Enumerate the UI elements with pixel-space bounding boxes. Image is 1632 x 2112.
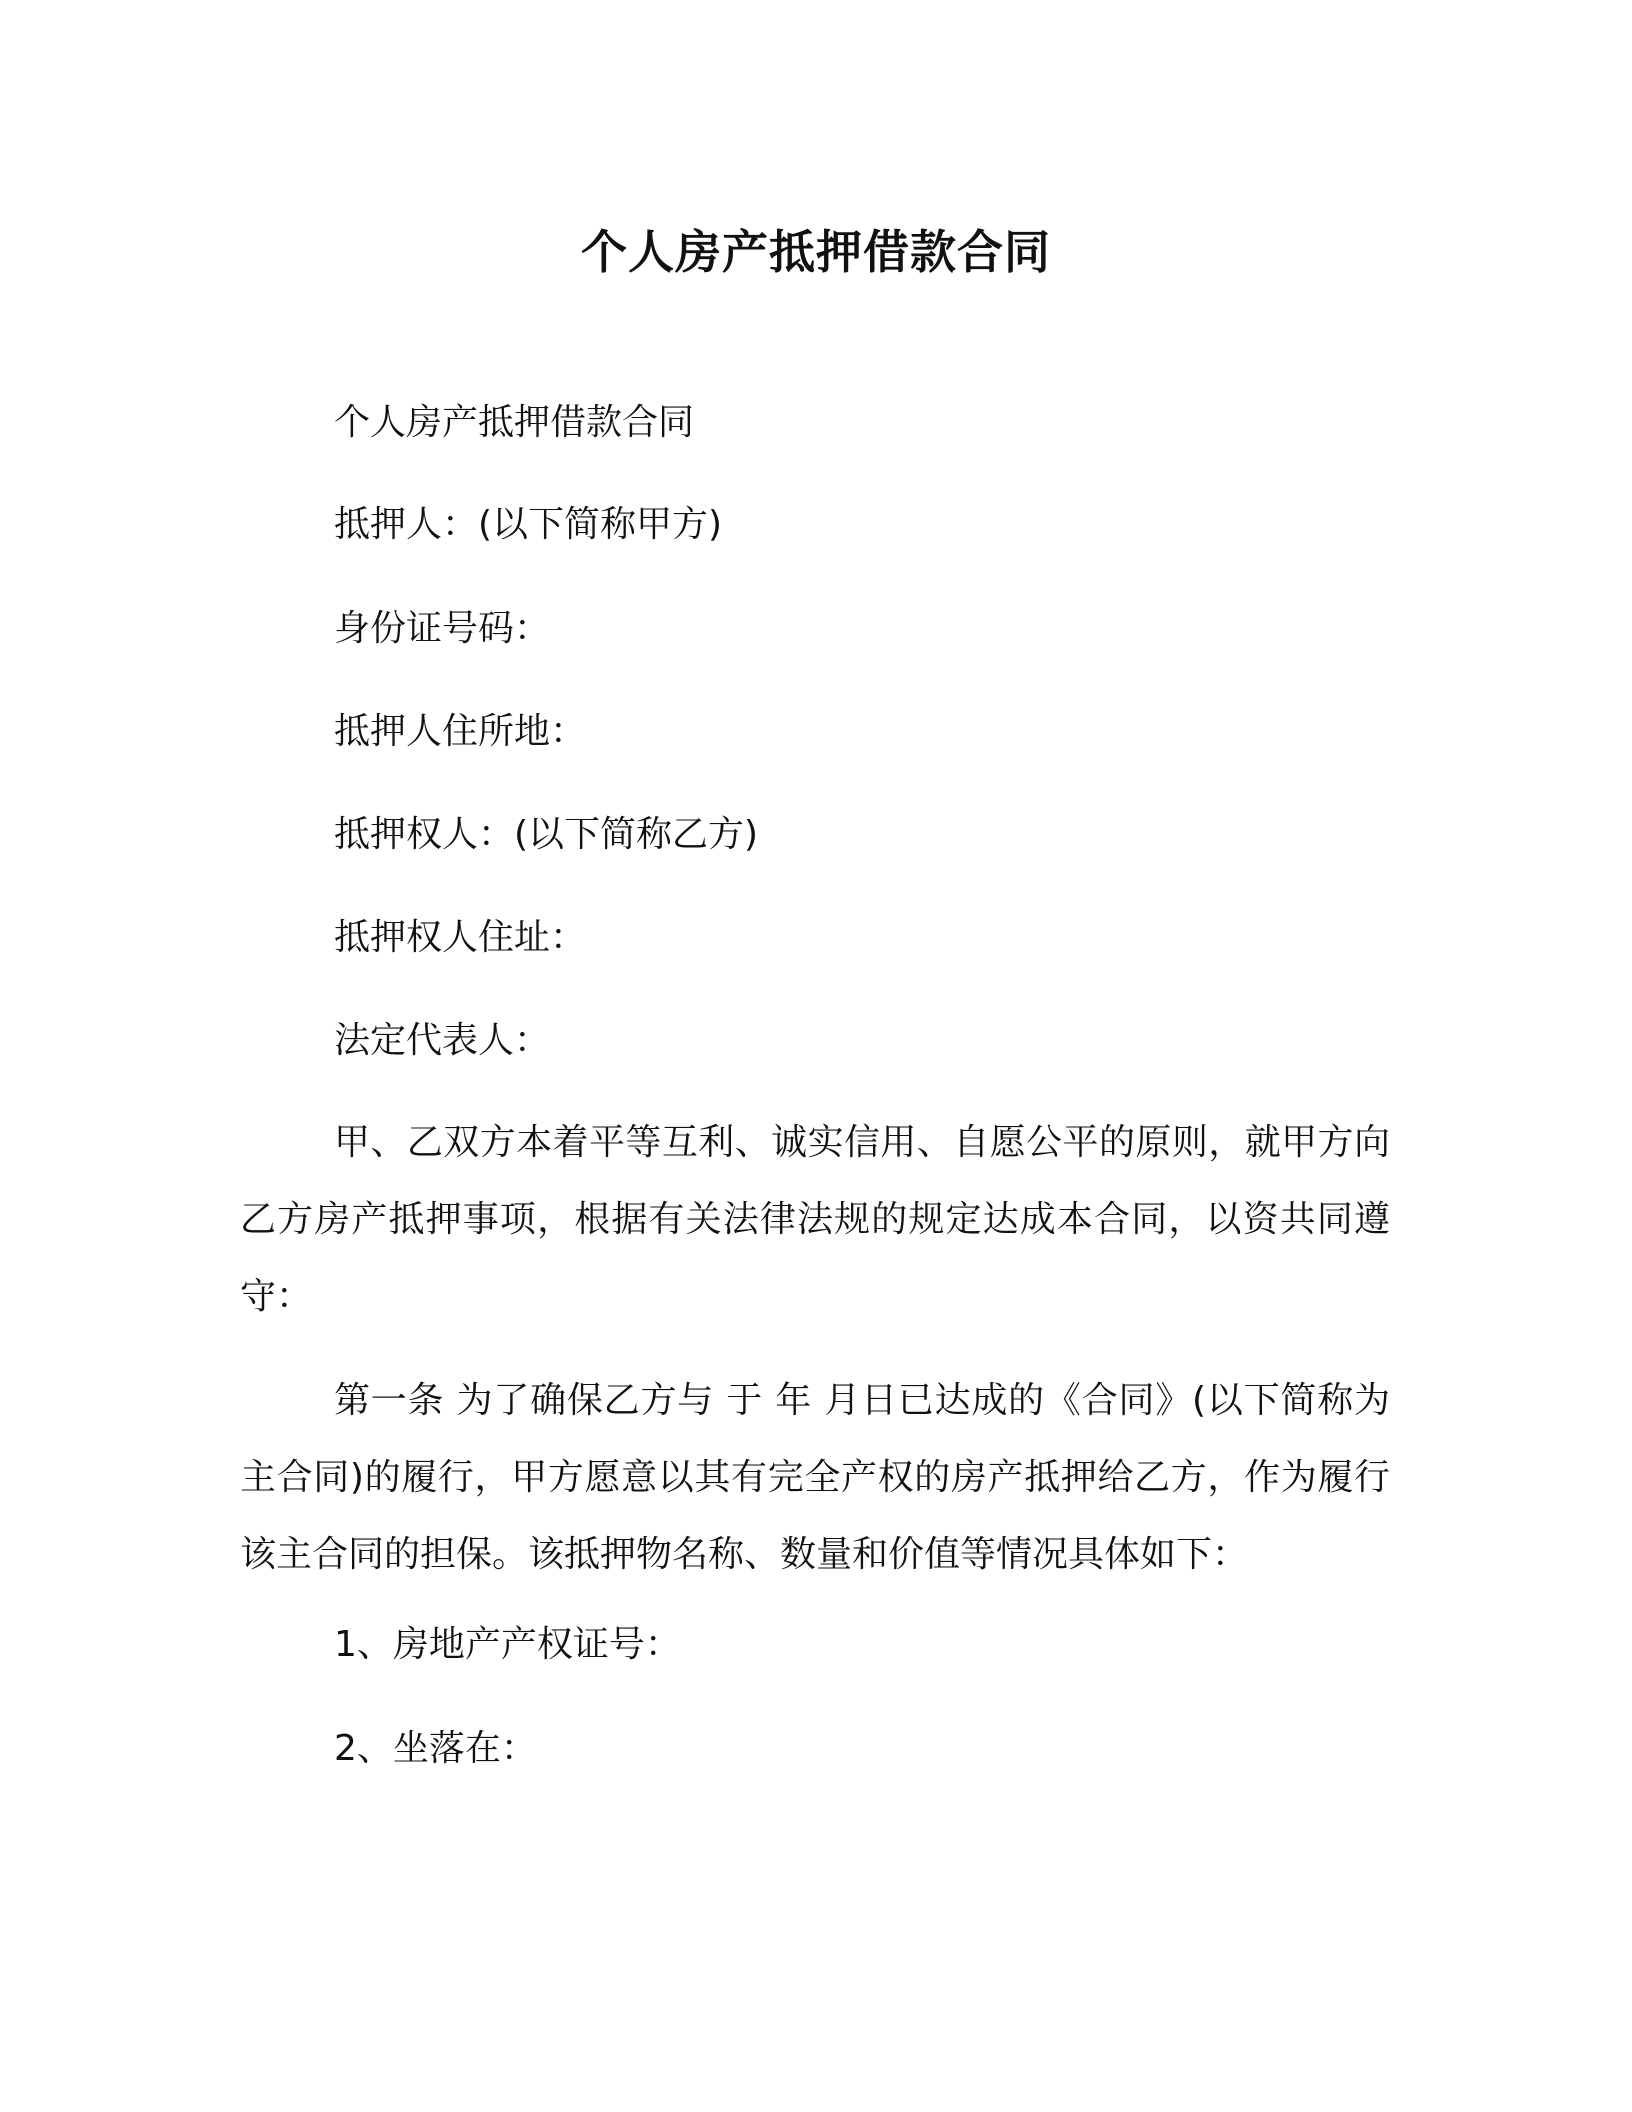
mortgagee-address-line: 抵押权人住址： — [334, 917, 587, 958]
preamble-paragraph: 甲、乙双方本着平等互利、诚实信用、自愿公平的原则，就甲方向乙方房产抵押事项，根据有关法律法规的规定达成本合同，以资共同遵守： — [240, 1122, 1390, 1317]
id-number-line: 身份证号码： — [334, 608, 551, 649]
article-one-paragraph: 第一条 为了确保乙方与 于 年 月日已达成的《合同》(以下简称为主合同)的履行，甲方愿意以其有完全产权的房产抵押给乙方，作为履行该主合同的担保。该抵押物名称、数量和价值等情况具体如下： — [240, 1380, 1390, 1575]
mortgagor-line: 抵押人：(以下简称甲方) — [334, 504, 723, 545]
location-item: 2、坐落在： — [334, 1728, 537, 1769]
subtitle-line: 个人房产抵押借款合同 — [334, 402, 695, 443]
document-title: 个人房产抵押借款合同 — [581, 225, 1051, 279]
mortgagor-address-line: 抵押人住所地： — [334, 711, 587, 752]
property-cert-item: 1、房地产产权证号： — [334, 1624, 681, 1665]
legal-representative-line: 法定代表人： — [334, 1020, 551, 1061]
mortgagee-line: 抵押权人：(以下简称乙方) — [334, 814, 759, 855]
